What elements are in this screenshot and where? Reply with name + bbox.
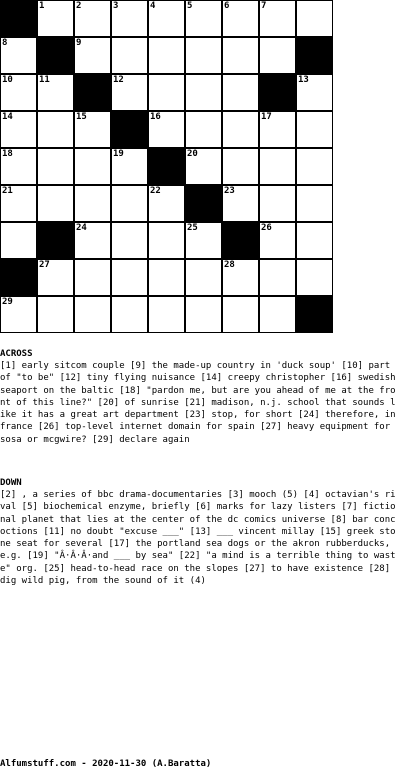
grid-cell[interactable]	[259, 296, 296, 333]
grid-cell[interactable]	[296, 148, 333, 185]
clue-number: 4	[150, 1, 156, 11]
grid-cell[interactable]	[296, 111, 333, 148]
grid-cell[interactable]	[148, 74, 185, 111]
grid-cell[interactable]	[259, 0, 296, 37]
clue-number: 7	[261, 1, 267, 11]
grid-cell[interactable]	[111, 37, 148, 74]
clue-number: 3	[113, 1, 119, 11]
clue-number: 20	[187, 149, 198, 159]
grid-cell[interactable]	[0, 222, 37, 259]
clue-number: 28	[224, 260, 235, 270]
clue-number: 16	[150, 112, 161, 122]
footer-credit: Alfumstuff.com - 2020-11-30 (A.Baratta)	[0, 759, 212, 769]
clue-number: 1	[39, 1, 45, 11]
grid-cell[interactable]	[0, 111, 37, 148]
clue-number: 17	[261, 112, 272, 122]
clue-number: 5	[187, 1, 193, 11]
grid-cell[interactable]	[296, 185, 333, 222]
grid-cell[interactable]	[222, 185, 259, 222]
black-square	[0, 259, 37, 296]
grid-cell[interactable]	[222, 259, 259, 296]
grid-cell[interactable]	[185, 0, 222, 37]
grid-cell[interactable]	[222, 148, 259, 185]
grid-cell[interactable]	[0, 37, 37, 74]
grid-cell[interactable]	[148, 259, 185, 296]
grid-cell[interactable]	[222, 0, 259, 37]
grid-cell[interactable]	[259, 185, 296, 222]
clue-number: 23	[224, 186, 235, 196]
clue-number: 15	[76, 112, 87, 122]
grid-cell[interactable]	[148, 0, 185, 37]
grid-cell[interactable]	[222, 296, 259, 333]
grid-cell[interactable]	[74, 259, 111, 296]
clue-number: 9	[76, 38, 82, 48]
grid-cell[interactable]	[111, 74, 148, 111]
across-clues: [1] early sitcom couple [9] the made-up country in 'duck soup' [10] part of "to be" [12] tiny flying nuisance [14] creepy christopher [16] swedish seaport on the baltic [18] "pardon me, but are you ahead of me at the front of this line?" [20] of sunrise [21] madison, n.j. school that sounds like it has a great art department [23] stop, for short [24] therefore, in france [26] top-level internet domain for spain [27] heavy equipment for sosa or mcgwire? [29] declare again	[0, 361, 396, 445]
grid-cell[interactable]	[111, 222, 148, 259]
grid-cell[interactable]	[148, 185, 185, 222]
clue-number: 14	[2, 112, 13, 122]
grid-cell[interactable]	[74, 37, 111, 74]
clue-number: 8	[2, 38, 8, 48]
black-square	[296, 37, 333, 74]
grid-cell[interactable]	[111, 148, 148, 185]
grid-cell[interactable]	[0, 148, 37, 185]
black-square	[0, 0, 37, 37]
grid-cell[interactable]	[259, 222, 296, 259]
grid-cell[interactable]	[296, 259, 333, 296]
grid-cell[interactable]	[148, 222, 185, 259]
black-square	[185, 185, 222, 222]
grid-cell[interactable]	[37, 259, 74, 296]
grid-cell[interactable]	[259, 37, 296, 74]
clue-number: 21	[2, 186, 13, 196]
grid-cell[interactable]	[37, 111, 74, 148]
grid-cell[interactable]	[111, 259, 148, 296]
grid-cell[interactable]	[222, 111, 259, 148]
grid-cell[interactable]	[185, 37, 222, 74]
grid-cell[interactable]	[37, 74, 74, 111]
grid-cell[interactable]	[74, 148, 111, 185]
grid-cell[interactable]	[37, 185, 74, 222]
grid-cell[interactable]	[222, 74, 259, 111]
grid-cell[interactable]	[111, 0, 148, 37]
black-square	[296, 296, 333, 333]
black-square	[37, 37, 74, 74]
clue-number: 25	[187, 223, 198, 233]
grid-cell[interactable]	[111, 296, 148, 333]
black-square	[74, 74, 111, 111]
grid-cell[interactable]	[259, 148, 296, 185]
grid-cell[interactable]	[74, 296, 111, 333]
black-square	[222, 222, 259, 259]
crossword-grid	[0, 0, 334, 334]
grid-cell[interactable]	[37, 148, 74, 185]
clue-number: 18	[2, 149, 13, 159]
clue-number: 24	[76, 223, 87, 233]
grid-cell[interactable]	[37, 296, 74, 333]
black-square	[148, 148, 185, 185]
grid-cell[interactable]	[185, 222, 222, 259]
grid-cell[interactable]	[74, 185, 111, 222]
grid-cell[interactable]	[185, 111, 222, 148]
black-square	[37, 222, 74, 259]
grid-cell[interactable]	[0, 296, 37, 333]
grid-cell[interactable]	[0, 74, 37, 111]
clue-number: 12	[113, 75, 124, 85]
grid-cell[interactable]	[0, 185, 37, 222]
clue-number: 2	[76, 1, 82, 11]
black-square	[259, 74, 296, 111]
clue-number: 26	[261, 223, 272, 233]
grid-cell[interactable]	[185, 296, 222, 333]
grid-cell[interactable]	[74, 111, 111, 148]
clue-number: 13	[298, 75, 309, 85]
clue-number: 29	[2, 297, 13, 307]
grid-cell[interactable]	[111, 185, 148, 222]
grid-cell[interactable]	[37, 0, 74, 37]
grid-cell[interactable]	[296, 0, 333, 37]
grid-cell[interactable]	[259, 111, 296, 148]
grid-cell[interactable]	[74, 222, 111, 259]
black-square	[111, 111, 148, 148]
grid-cell[interactable]	[296, 222, 333, 259]
grid-cell[interactable]	[222, 37, 259, 74]
grid-cell[interactable]	[296, 74, 333, 111]
down-clues: [2] , a series of bbc drama-documentaries [3] mooch (5) [4] octavian's rival [5] biochemical enzyme, briefly [6] marks for lazy listers [7] fictional planet that lies at the center of the dc comics universe [8] bar concoctions [11] no doubt "excuse ___" [13] ___ vincent millay [15] greek stone seat for several [17] the portland sea dogs or the akron rubberducks, e.g. [19] "Â·Â·Â·and ___ by sea" [22] "a mind is a terrible thing to waste" org. [25] head-to-head race on the slopes [27] to have existence [28] dig wild pig, from the sound of it (4)	[0, 490, 396, 587]
down-heading: DOWN	[0, 478, 22, 488]
grid-cell[interactable]	[185, 74, 222, 111]
clue-number: 11	[39, 75, 50, 85]
clue-number: 10	[2, 75, 13, 85]
grid-cell[interactable]	[185, 148, 222, 185]
grid-cell[interactable]	[74, 0, 111, 37]
grid-cell[interactable]	[148, 111, 185, 148]
grid-cell[interactable]	[148, 37, 185, 74]
grid-cell[interactable]	[148, 296, 185, 333]
clue-number: 22	[150, 186, 161, 196]
clue-number: 27	[39, 260, 50, 270]
clue-number: 19	[113, 149, 124, 159]
clue-number: 6	[224, 1, 230, 11]
across-heading: ACROSS	[0, 349, 33, 359]
grid-cell[interactable]	[259, 259, 296, 296]
grid-cell[interactable]	[185, 259, 222, 296]
